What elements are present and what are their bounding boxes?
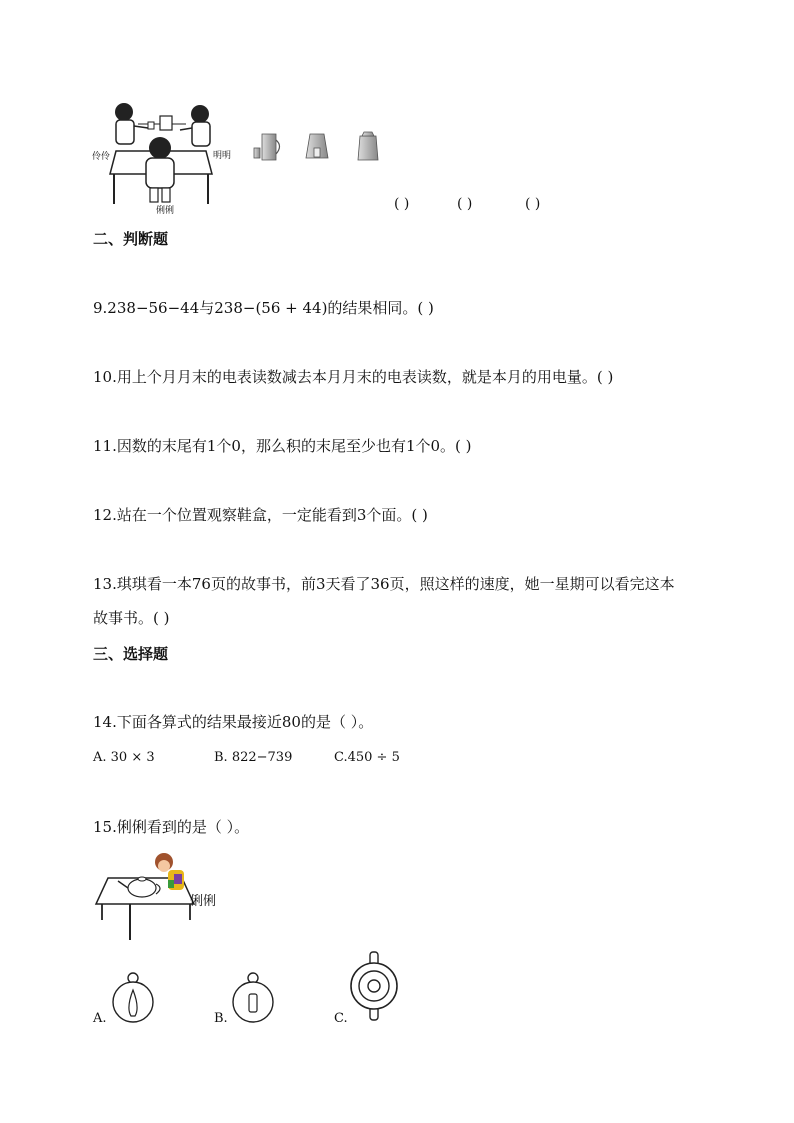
label-mingming: 明明	[213, 151, 232, 161]
label-lili: 俐俐	[156, 206, 175, 216]
q15-option-b-image[interactable]	[229, 970, 279, 1026]
question-12: 12.站在一个位置观察鞋盒，一定能看到3个面。( )	[93, 506, 428, 524]
teapot-top-view-c-icon	[348, 950, 400, 1024]
q14-option-b[interactable]: B. 822−739	[214, 750, 293, 765]
jug-cup-views-icon	[252, 128, 392, 168]
question-14: 14.下面各算式的结果最接近80的是（ ）。	[93, 713, 374, 731]
question-9: 9.238−56−44与238−(56 + 44)的结果相同。( )	[93, 299, 434, 317]
q14-option-a[interactable]: A. 30 × 3	[93, 750, 155, 765]
question-13-line2: 故事书。( )	[93, 609, 170, 627]
question-15: 15.俐俐看到的是（ ）。	[93, 818, 250, 836]
q14-option-c[interactable]: C.450 ÷ 5	[334, 750, 400, 765]
q15-option-a-image[interactable]	[111, 970, 161, 1026]
teapot-top-view-a-icon	[111, 970, 161, 1026]
q15-option-b-label[interactable]: B.	[214, 1011, 228, 1026]
q15-option-c-label[interactable]: C.	[334, 1011, 348, 1026]
section-heading-choice: 三、选择题	[93, 645, 169, 663]
view-options	[252, 128, 392, 168]
answer-blank-1[interactable]: ( )	[394, 196, 410, 212]
label-lingling: 伶伶	[92, 152, 111, 162]
q15-option-c-image[interactable]	[348, 950, 400, 1024]
answer-blank-2[interactable]: ( )	[457, 196, 473, 212]
question-10: 10.用上个月月末的电表读数减去本月月末的电表读数，就是本月的用电量。( )	[93, 368, 614, 386]
question-11: 11.因数的末尾有1个0，那么积的末尾至少也有1个0。( )	[93, 437, 472, 455]
q15-option-a-label[interactable]: A.	[93, 1011, 107, 1026]
q15-label-lili: 俐俐	[190, 894, 217, 909]
section-heading-judgement: 二、判断题	[93, 230, 169, 248]
question-13-line1: 13.琪琪看一本76页的故事书，前3天看了36页，照这样的速度，她一星期可以看完这本	[93, 575, 675, 593]
teapot-top-view-b-icon	[229, 970, 279, 1026]
answer-blank-3[interactable]: ( )	[525, 196, 541, 212]
